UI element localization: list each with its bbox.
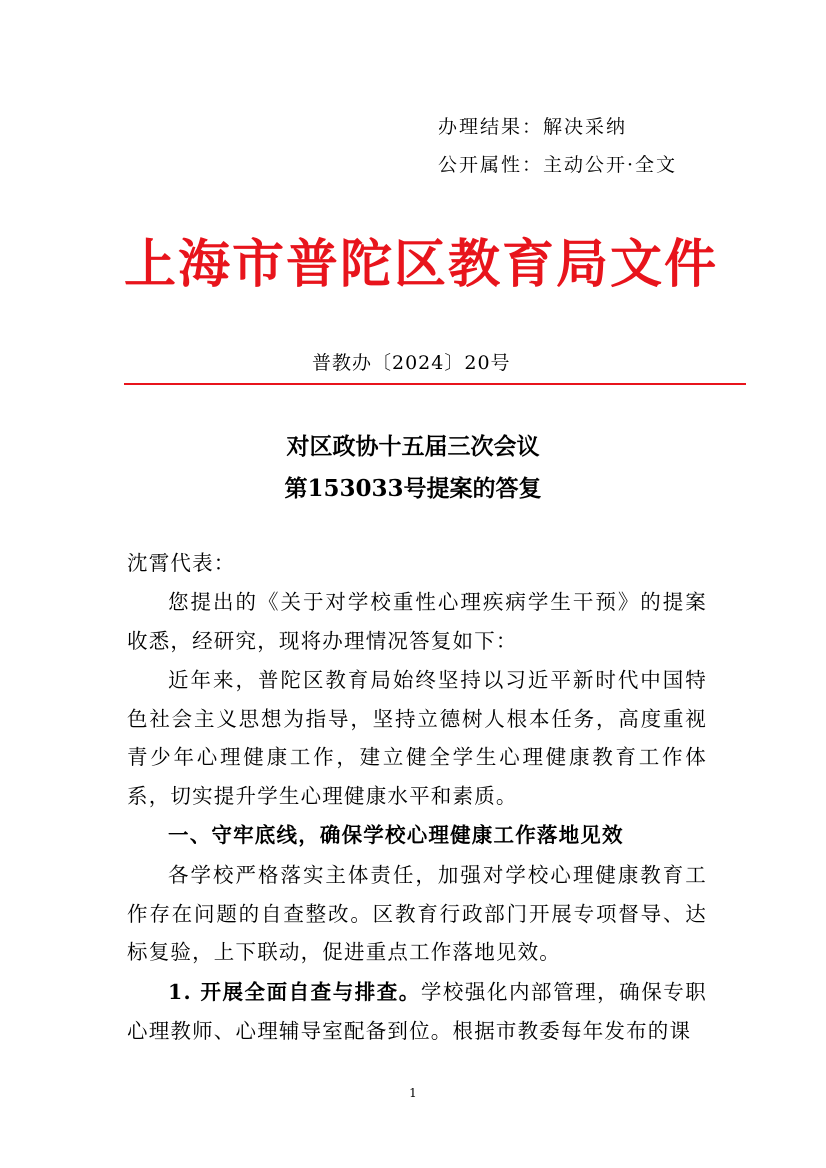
section-heading-1: 一、守牢底线，确保学校心理健康工作落地见效 — [168, 823, 624, 847]
page-number: 1 — [409, 1086, 417, 1100]
document-header-title: 上海市普陀区教育局文件 — [124, 234, 719, 295]
paragraph-intro-text: 您提出的《关于对学校重性心理疾病学生干预》的提案收悉，经研究，现将办理情况答复如下： — [127, 590, 707, 653]
paragraph-item1 — [127, 973, 707, 1050]
item1-lead: 1. 开展全面自查与排查。 — [168, 980, 421, 1004]
salutation: 沈霄代表： — [127, 551, 236, 575]
red-divider-line — [124, 383, 746, 385]
disclosure-attribute: 公开属性：主动公开·全文 — [438, 154, 678, 176]
paragraph-section1 — [127, 856, 707, 972]
document-number: 普教办〔2024〕20号 — [312, 352, 511, 374]
item1-body: 学校强化内部管理，确保专职心理教师、心理辅导室配备到位。根据市教委每年发布的课 — [127, 980, 707, 1043]
paragraph-section1-text: 各学校严格落实主体责任，加强对学校心理健康教育工作存在问题的自查整改。区教育行政部门开展专项督导、达标复验，上下联动，促进重点工作落地见效。 — [127, 863, 707, 964]
handling-result: 办理结果：解决采纳 — [438, 116, 628, 138]
paragraph-background-text: 近年来，普陀区教育局始终坚持以习近平新时代中国特色社会主义思想为指导，坚持立德树人根本任务，高度重视青少年心理健康工作，建立健全学生心理健康教育工作体系，切实提升学生心理健康水平和素质。 — [127, 668, 707, 808]
paragraph-intro — [127, 583, 707, 660]
document-title-line-2: 第153033号提案的答复 — [284, 475, 542, 502]
document-title-line-1: 对区政协十五届三次会议 — [286, 433, 540, 460]
paragraph-background — [127, 661, 707, 815]
paragraph-item1-text — [127, 973, 707, 1050]
